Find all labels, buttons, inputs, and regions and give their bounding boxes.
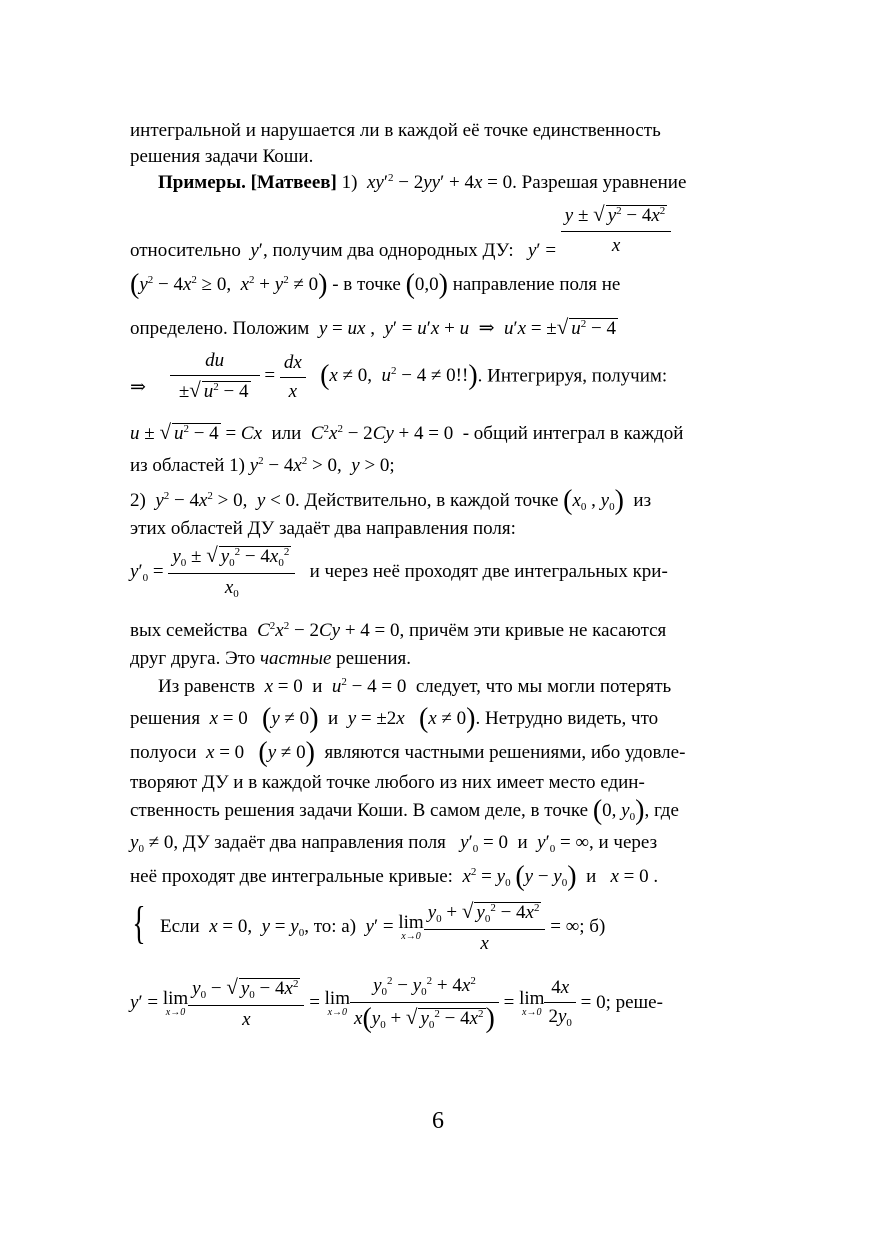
left-brace: { xyxy=(132,897,146,948)
text-line-3: Примеры. [Матвеев] 1) $xy'^2 - 2yy' + 4x = 0$. Разрешая уравнение xyxy=(158,172,687,193)
text-line-20: $y_0 \ne 0$, ДУ задаёт два направления поля $y'_0 = 0$ и $y'_0$ = ∞, и через xyxy=(130,832,658,855)
text-line-18: творяют ДУ и в каждой точке любого из них имеет место един- xyxy=(130,772,645,793)
limit-fraction-3: $\frac{y_0^2 - y_0^2 + 4x^2}{x(y_0 + √ y_0^2 - 4x^2)}$ xyxy=(350,975,499,1032)
text-line-2: решения задачи Коши. xyxy=(130,146,314,167)
dx-fraction: $\frac{dx}{x}$ xyxy=(280,352,306,403)
text-line-7: ⇒ $\frac{du}{\pm√ u^2 - 4}$ = $\frac{dx}{x}$ (x ≠ 0, $u^2 - 4 \ne 0$!!). Интегрируя, получим: xyxy=(130,350,668,402)
limit-operator-1: lim x→0 xyxy=(398,911,424,942)
text-line-14: друг друга. Это частные решения. xyxy=(130,648,411,669)
text-line-6: определено. Положим y = ux , y′ = u′x + u ⇒ u′x = ±√ $u^2 - 4$ xyxy=(130,315,616,339)
limit-fraction-4: $\frac{4x}{2y_0}$ xyxy=(544,977,575,1030)
text-line-22: Если x = 0, $y = y_0$, то: а) y′ = lim x→0 $\frac{y_0 + √ y_0^2 - 4x^2}{x}$ = ∞; б) xyxy=(160,899,606,954)
limit-operator-4: lim x→0 xyxy=(519,987,545,1018)
text-line-1: интегральной и нарушается ли в каждой её точке единственность xyxy=(130,120,661,141)
text-line-4: относительно y′, получим два однородных ДУ: y′ = $\frac{y \pm √ y^2 - 4x^2}{x}$ xyxy=(130,203,671,257)
text-line-15: Из равенств x = 0 и $u^2 - 4 = 0$ следует, что мы могли потерять xyxy=(158,676,672,697)
text-line-23: y′ = lim x→0 $\frac{y_0 - √ y_0 - 4x^2}{x}$ = lim x→0 $\frac{y_0^2 - y_0^2 + 4x^2}{x(y_0 + √ y_0^2 - 4x^2)}$ = lim x→0 $\frac{4x}{2y_0}$ = 0; реше- xyxy=(130,975,663,1034)
limit-fraction-2: $\frac{y_0 - √ y_0 - 4x^2}{x}$ xyxy=(188,976,304,1031)
text-line-9: из областей 1) $y^2 - 4x^2 > 0$, y > 0; xyxy=(130,455,395,476)
limit-operator-2: lim x→0 xyxy=(162,987,189,1018)
text-line-21: неё проходят две интегральные кривые: $x^2 = y_0$ $(y - y_0)$ и x = 0 . xyxy=(130,861,659,892)
text-line-11: этих областей ДУ задаёт два направления поля: xyxy=(130,518,516,539)
text-line-12: $y'_0$ = $\frac{y_0 \pm √ y_0^2 - 4x_0^2}{x_0}$ и через неё проходят две интегральных кри- xyxy=(130,543,668,600)
y0-derivative-fraction: $\frac{y_0 \pm √ y_0^2 - 4x_0^2}{x_0}$ xyxy=(168,544,295,601)
limit-fraction-1: $\frac{y_0 + √ y_0^2 - 4x^2}{x}$ xyxy=(424,900,546,955)
limit-operator-3: lim x→0 xyxy=(324,987,350,1018)
page-number: 6 xyxy=(432,1108,444,1134)
text-line-10: 2) $y^2 - 4x^2 > 0$, y < 0. Действительно, в каждой точке ($x_0$ , $y_0$) из xyxy=(130,485,652,516)
text-line-17: полуоси x = 0 (y ≠ 0) являются частными решениями, ибо удовле- xyxy=(130,737,686,768)
examples-heading: Примеры. [Матвеев] xyxy=(158,172,337,193)
text-line-13: вых семейства $C^2x^2 - 2Cy + 4 = 0$, причём эти кривые не касаются xyxy=(130,620,667,641)
du-fraction: $\frac{du}{\pm√ u^2 - 4}$ xyxy=(170,350,260,404)
text-line-19: ственность решения задачи Коши. В самом деле, в точке (0, $y_0$), где xyxy=(130,795,679,826)
derivative-fraction: $\frac{y \pm √ y^2 - 4x^2}{x}$ xyxy=(561,203,672,257)
text-line-8: u ± √ $u^2 - 4 = Cx$ или $C^2x^2 - 2Cy + 4 = 0$ - общий интеграл в каждой xyxy=(130,420,684,444)
text-line-5: ($y^2 - 4x^2 \ge 0$, $x^2 + y^2 \ne 0) - в$ точке (0,0) направление поля не xyxy=(130,269,621,300)
text-line-16: решения x = 0 (y ≠ 0) и y = ±2x (x ≠ 0). Нетрудно видеть, что xyxy=(130,703,659,734)
